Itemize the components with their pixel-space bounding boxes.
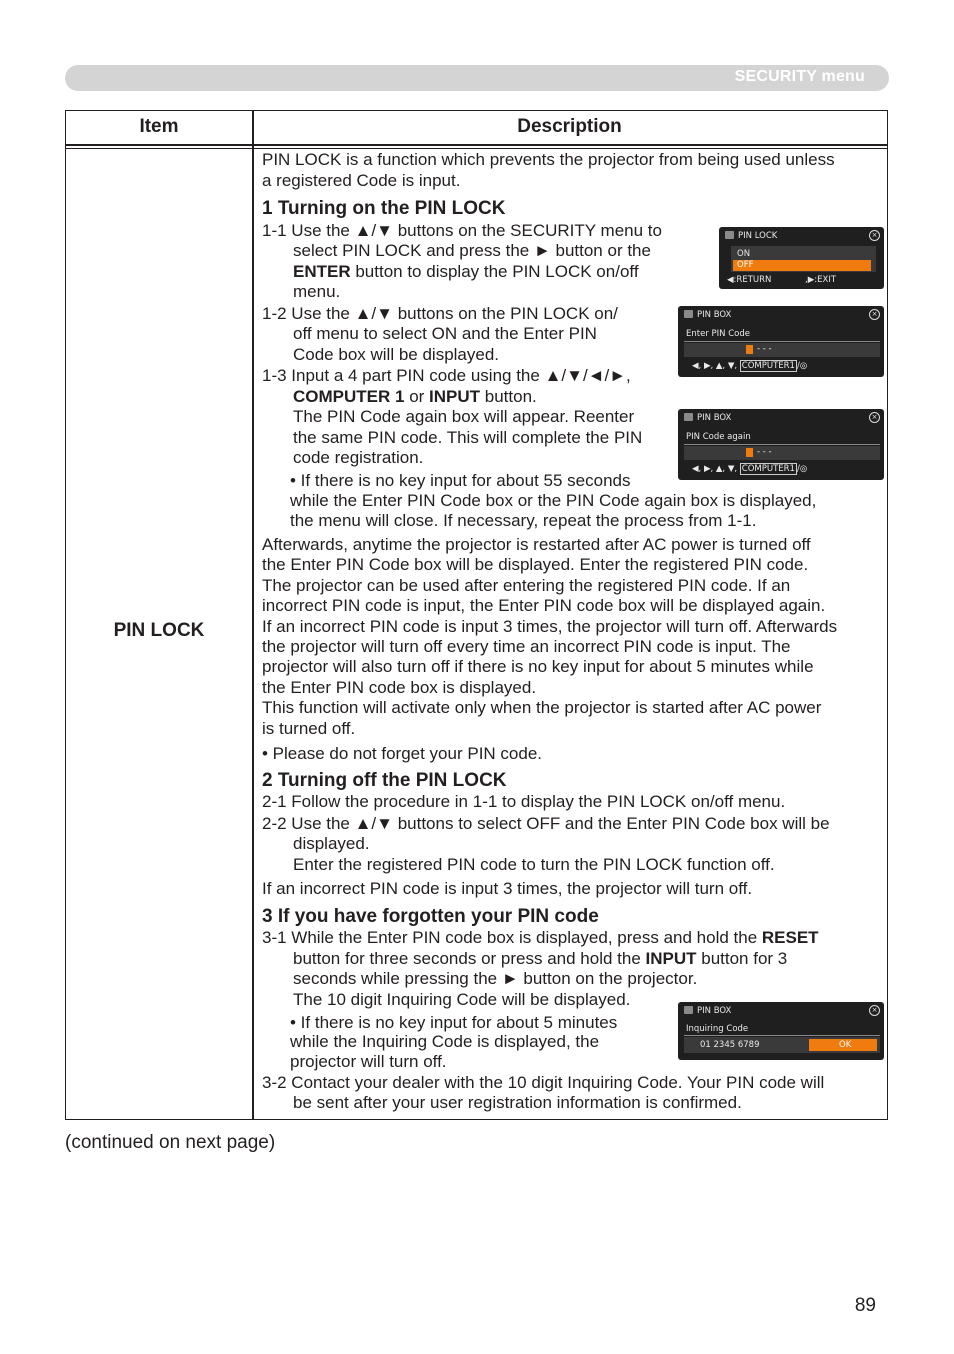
step-text: seconds while pressing the ► button on the projector. [293,969,698,988]
pin-placeholder: - - - [757,344,772,354]
note-text: • If there is no key input for about 55 seconds [290,471,631,490]
return-hint: ◀:RETURN [727,275,772,285]
enter-key-label: ENTER [293,262,351,281]
enter-pin-screenshot [678,306,884,377]
page-number: 89 [854,1295,876,1316]
close-icon: × [869,412,880,423]
paragraph-line: If an incorrect PIN code is input 3 times, the projector will turn off. Afterwards [262,617,838,636]
step-text-rest: button to display the PIN LOCK on/off [350,262,639,281]
right-arrow-icon: ▶ [807,275,815,285]
intro-line: a registered Code is input. [262,171,461,190]
column-divider [252,111,254,1119]
computer1-key-icon: COMPUTER1 [741,361,795,371]
step-text: the same PIN code. This will complete the PIN [293,428,643,447]
menu-icon [684,310,693,318]
step-text-mid: or [404,387,430,406]
note-text: the menu will close. If necessary, repeat the process from 1-1. [290,511,757,530]
step-text: 2-2 Use the ▲/▼ buttons to select OFF and the Enter PIN Code box will be [262,814,830,833]
paragraph-line: The projector can be used after entering the registered PIN code. If an [262,576,791,595]
header-divider [66,144,887,146]
paragraph-line: is turned off. [262,719,356,738]
key-hints: ◀, ▶, ▲, ▼, COMPUTER1 /◎ [692,361,808,371]
section-header-bar [65,65,889,91]
left-arrow-icon: ◀ [727,275,734,285]
pin-placeholder: - - - [757,447,772,457]
paragraph-line: the projector will turn off every time an incorrect PIN code is input. The [262,637,791,656]
section-2-heading: 2 Turning off the PIN LOCK [262,770,507,791]
intro-line: PIN LOCK is a function which prevents the projector from being used unless [262,150,835,169]
header-divider-double [66,148,887,149]
continued-note: (continued on next page) [65,1132,276,1153]
pin-entry-panel [684,343,880,357]
pin-again-screenshot [678,409,884,480]
step-text-part: button for three seconds or press and hold the [293,949,646,968]
note-text: while the Inquiring Code is displayed, the [290,1032,600,1051]
step-text [293,387,537,408]
step-text: Enter the registered PIN code to turn the PIN LOCK function off. [293,855,775,874]
paragraph-line: projector will also turn off if there is no key input for about 5 minutes while [262,657,814,676]
column-header-description: Description [517,116,622,137]
step-text-part: 3-1 While the Enter PIN code box is displayed, press and hold the [262,928,762,947]
screen-title: PIN BOX [697,1006,732,1016]
step-text [262,928,819,949]
step-text [293,949,787,970]
paragraph-line: incorrect PIN code is input, the Enter PIN code box will be displayed again. [262,596,826,615]
step-text: 2-1 Follow the procedure in 1-1 to display the PIN LOCK on/off menu. [262,792,786,811]
menu-icon [725,231,734,239]
computer1-key-icon: COMPUTER1 [741,464,795,474]
pin-entry-panel [684,446,880,460]
divider [684,341,880,342]
menu-icon [684,413,693,421]
step-text: 1-2 Use the ▲/▼ buttons on the PIN LOCK on/ [262,304,618,323]
input-key-label: INPUT [429,387,481,406]
step-text: The PIN Code again box will appear. Reenter [293,407,635,426]
step-text: Code box will be displayed. [293,345,500,364]
divider [684,444,880,445]
step-text: The 10 digit Inquiring Code will be displayed. [293,990,631,1009]
step-text [293,262,639,283]
screen-title: PIN BOX [697,413,732,423]
paragraph-line: This function will activate only when the projector is started after AC power [262,698,822,717]
section-1-heading: 1 Turning on the PIN LOCK [262,198,506,219]
option-off-label: OFF [737,260,754,270]
step-text: 1-1 Use the ▲/▼ buttons on the SECURITY menu to [262,221,662,240]
inquiring-code-value: 01 2345 6789 [700,1040,760,1050]
screen-title: PIN LOCK [738,231,778,241]
step-text: select PIN LOCK and press the ► button or the [293,241,651,260]
option-off-selected [733,260,871,271]
exit-hint: ,▶:EXIT [805,275,837,285]
step-text: 3-2 Contact your dealer with the 10 digit Inquiring Code. Your PIN code will [262,1073,825,1092]
step-text: If an incorrect PIN code is input 3 times, the projector will turn off. [262,879,753,898]
ok-button [809,1039,877,1051]
ok-label: OK [839,1040,852,1050]
step-text: 1-3 Input a 4 part PIN code using the ▲/▼/◄/►, [262,366,631,385]
inquiring-code-screenshot [678,1002,884,1060]
return-label: RETURN [736,275,772,285]
step-text-end: button. [480,387,537,406]
note-text: projector will turn off. [290,1052,447,1071]
paragraph-line: the Enter PIN Code box will be displayed. Enter the registered PIN code. [262,555,809,574]
computer1-key-label: COMPUTER 1 [293,387,405,406]
screen-title: PIN BOX [697,310,732,320]
close-icon: × [869,1005,880,1016]
note-text: • If there is no key input for about 5 minutes [290,1013,618,1032]
step-text: off menu to select ON and the Enter PIN [293,324,597,343]
step-text-part: button for 3 [696,949,788,968]
pin-cursor [746,448,753,457]
paragraph-line: Afterwards, anytime the projector is restarted after AC power is turned off [262,535,811,554]
step-text: be sent after your user registration information is confirmed. [293,1093,742,1112]
key-hints: ◀, ▶, ▲, ▼, COMPUTER1 /◎ [692,464,808,474]
column-header-item: Item [139,116,179,137]
step-text: code registration. [293,448,424,467]
section-title: SECURITY menu [734,68,865,85]
divider [684,1035,880,1036]
exit-label: EXIT [817,275,837,285]
pin-label: Enter PIN Code [686,329,750,339]
close-icon: × [869,230,880,241]
step-text: displayed. [293,834,370,853]
note-text: while the Enter PIN Code box or the PIN Code again box is displayed, [290,491,817,510]
pin-label: PIN Code again [686,432,751,442]
reset-key-label: RESET [761,928,819,947]
pin-cursor [746,345,753,354]
close-icon: × [869,309,880,320]
paragraph-line: the Enter PIN code box is displayed. [262,678,537,697]
inquiring-label: Inquiring Code [686,1024,749,1034]
option-on: ON [737,249,751,259]
pinlock-menu-screenshot [719,227,884,289]
menu-icon [684,1006,693,1014]
reminder-note: • Please do not forget your PIN code. [262,744,543,763]
step-text: menu. [293,282,341,301]
item-label: PIN LOCK [113,620,205,641]
section-3-heading: 3 If you have forgotten your PIN code [262,906,599,927]
input-key-label: INPUT [645,949,697,968]
